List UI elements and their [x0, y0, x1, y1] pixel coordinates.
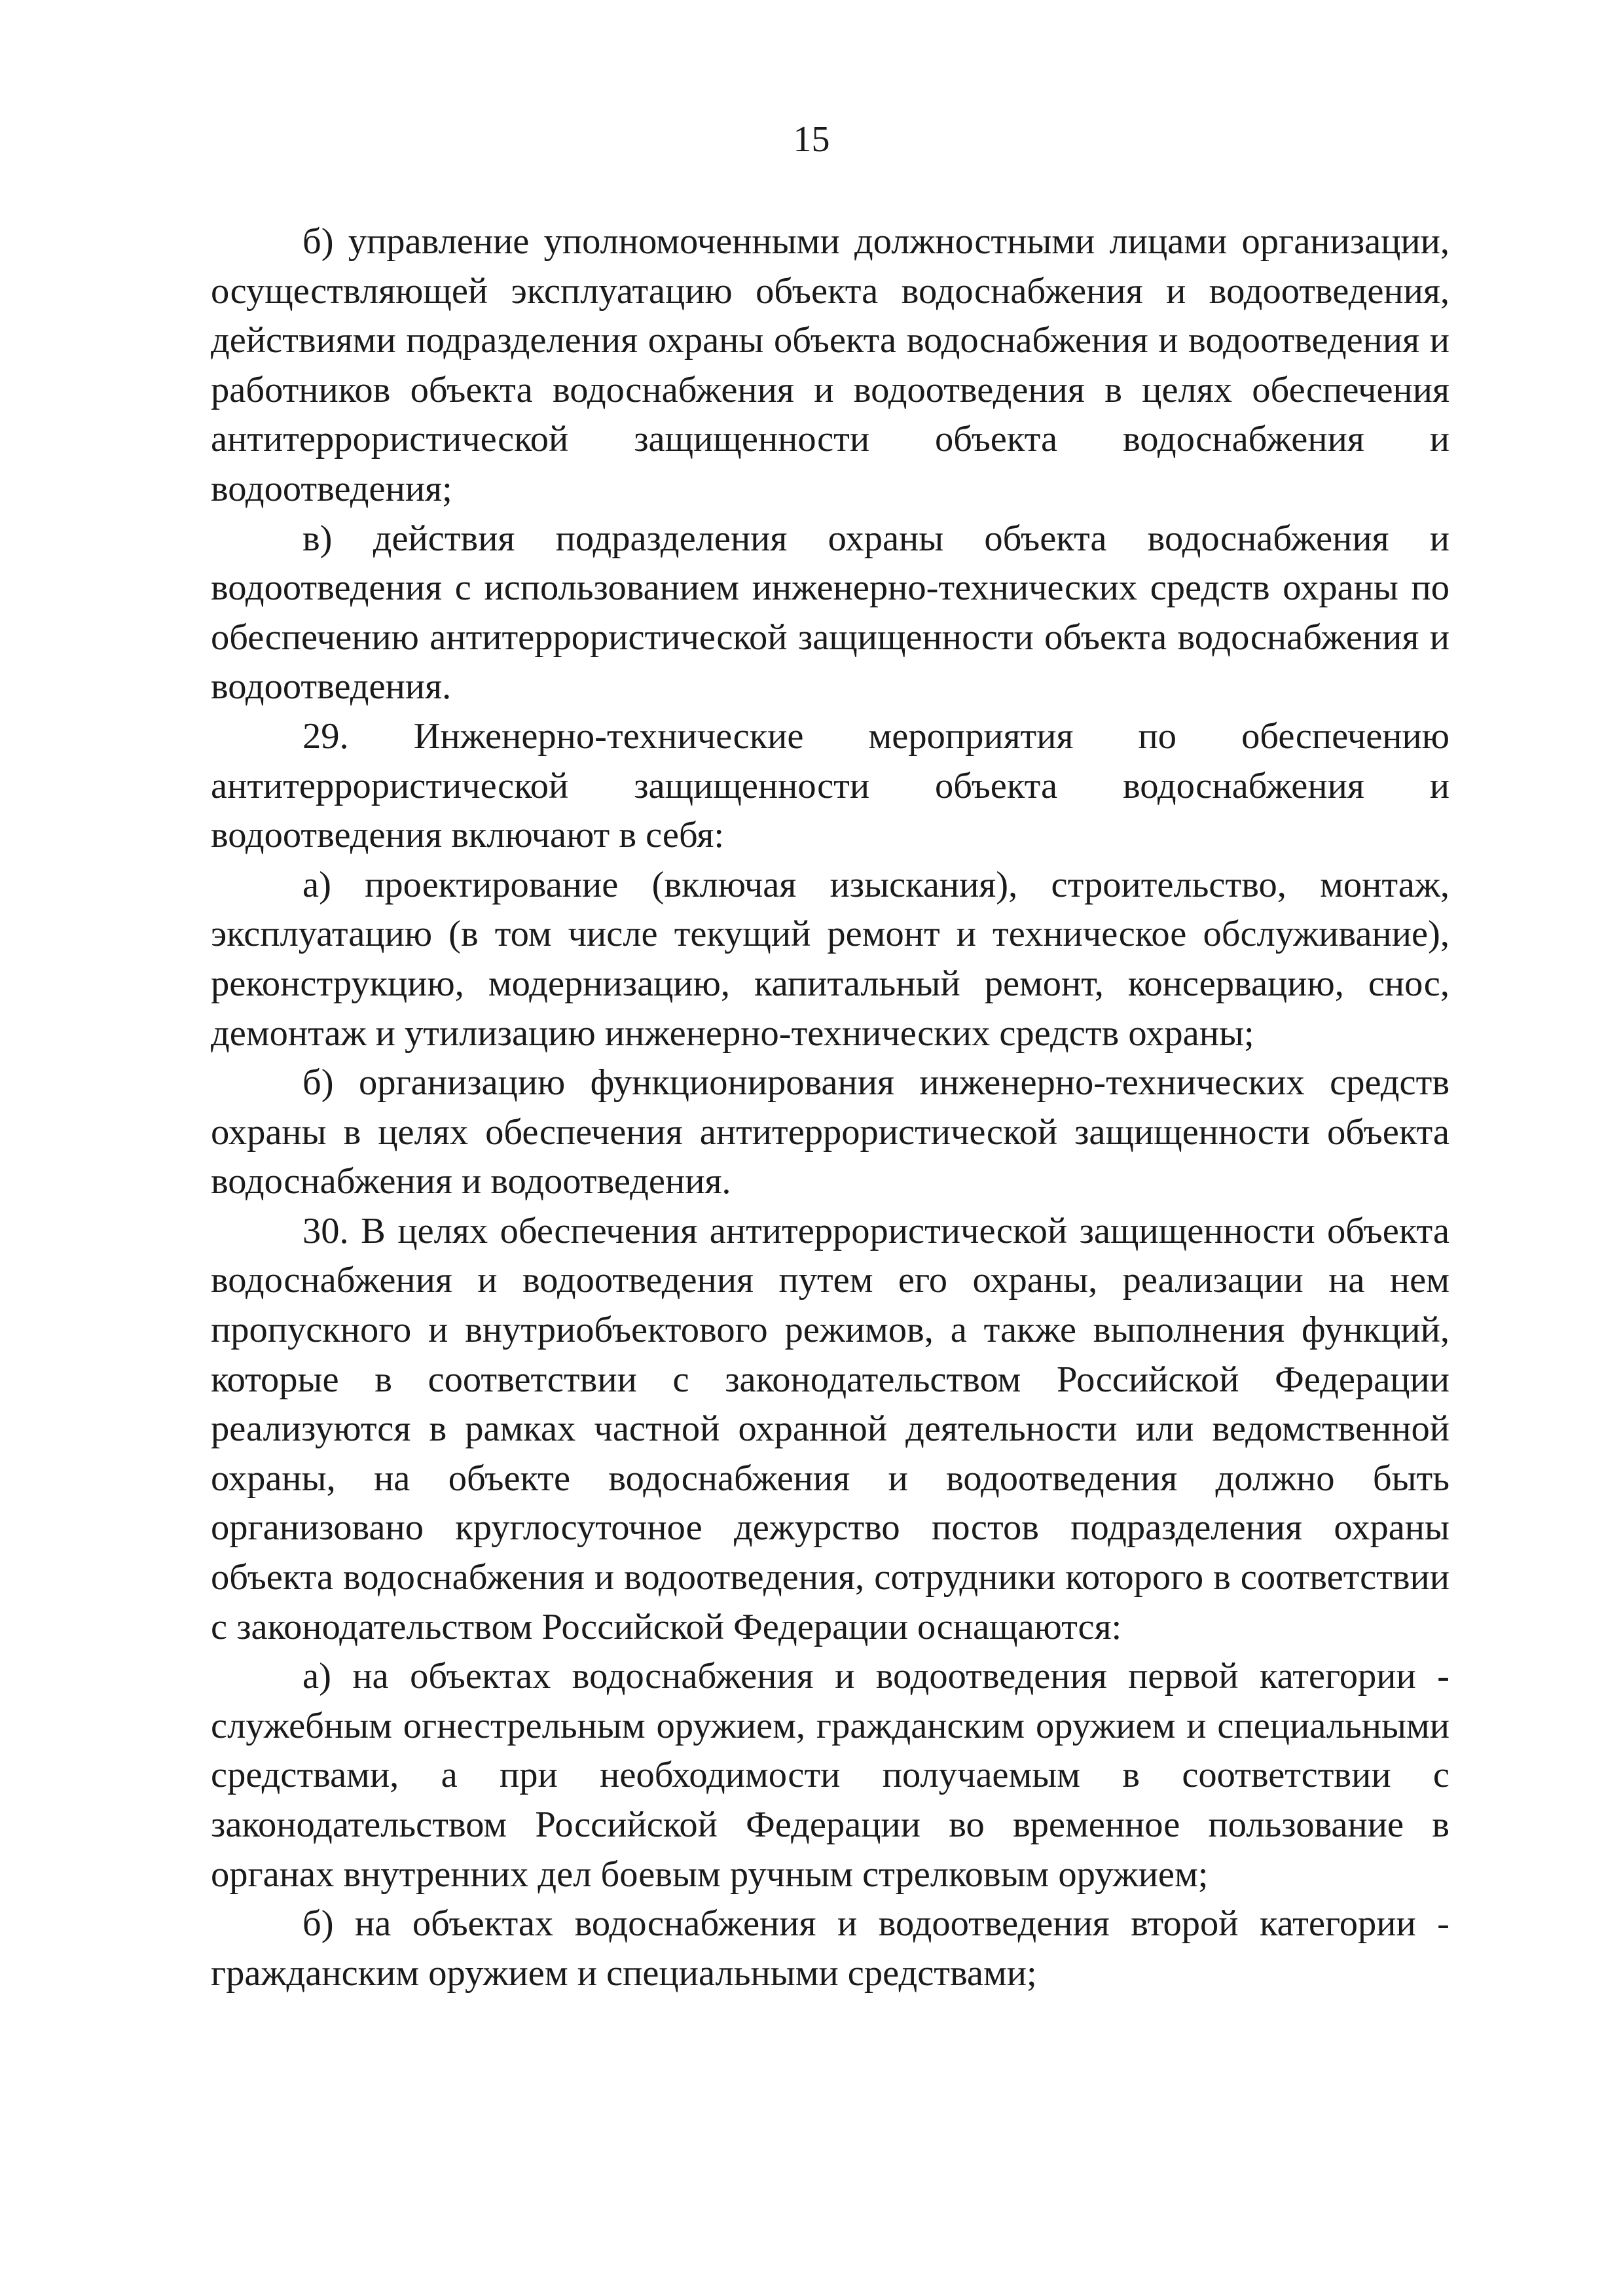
paragraph-30: 30. В целях обеспечения антитеррористической защищенности объекта водоснабжения и водоотведения путем его охраны, реализации на нем пропускного и внутриобъектового режимов, а также выполнения функций, которые в соответствии с законодательством Российской Федерации реализуются в рамках частной охранной деятельности или ведомственной охраны, на объекте водоснабжения и водоотведения должно быть организовано круглосуточное дежурство постов подразделения охраны объекта водоснабжения и водоотведения, сотрудники которого в соответствии с законодательством Российской Федерации оснащаются: — [211, 1210, 1450, 1647]
paragraph-29: 29. Инженерно-технические мероприятия по обеспечению антитеррористической защищенности объекта водоснабжения и водоотведения включают в себя: — [211, 715, 1450, 856]
paragraph-30-a: а) на объектах водоснабжения и водоотведения первой категории - служебным огнестрельным оружием, гражданским оружием и специальными средствами, а при необходимости получаемым в соответствии с законодательством Российской Федерации во временное пользование в органах внутренних дел боевым ручным стрелковым оружием; — [211, 1656, 1450, 1895]
paragraph-b-management: б) управление уполномоченными должностными лицами организации, осуществляющей эксплуатацию объекта водоснабжения и водоотведения, действиями подразделения охраны объекта водоснабжения и водоотведения и работников объекта водоснабжения и водоотведения в целях обеспечения антитеррористической защищенности объекта водоснабжения и водоотведения; — [211, 221, 1450, 509]
paragraph-29-a: а) проектирование (включая изыскания), строительство, монтаж, эксплуатацию (в том числе текущий ремонт и техническое обслуживание), реконструкцию, модернизацию, капитальный ремонт, консервацию, снос, демонтаж и утилизацию инженерно-технических средств охраны; — [211, 864, 1450, 1054]
paragraph-v-actions: в) действия подразделения охраны объекта водоснабжения и водоотведения с использованием инженерно-технических средств охраны по обеспечению антитеррористической защищенности объекта водоснабжения и водоотведения. — [211, 518, 1450, 708]
paragraph-29-b: б) организацию функционирования инженерно-технических средств охраны в целях обеспечения антитеррористической защищенности объекта водоснабжения и водоотведения. — [211, 1062, 1450, 1202]
paragraph-30-b: б) на объектах водоснабжения и водоотведения второй категории - гражданским оружием и специальными средствами; — [211, 1903, 1450, 1994]
document-body — [211, 217, 1450, 1998]
page-number: 15 — [793, 119, 830, 160]
